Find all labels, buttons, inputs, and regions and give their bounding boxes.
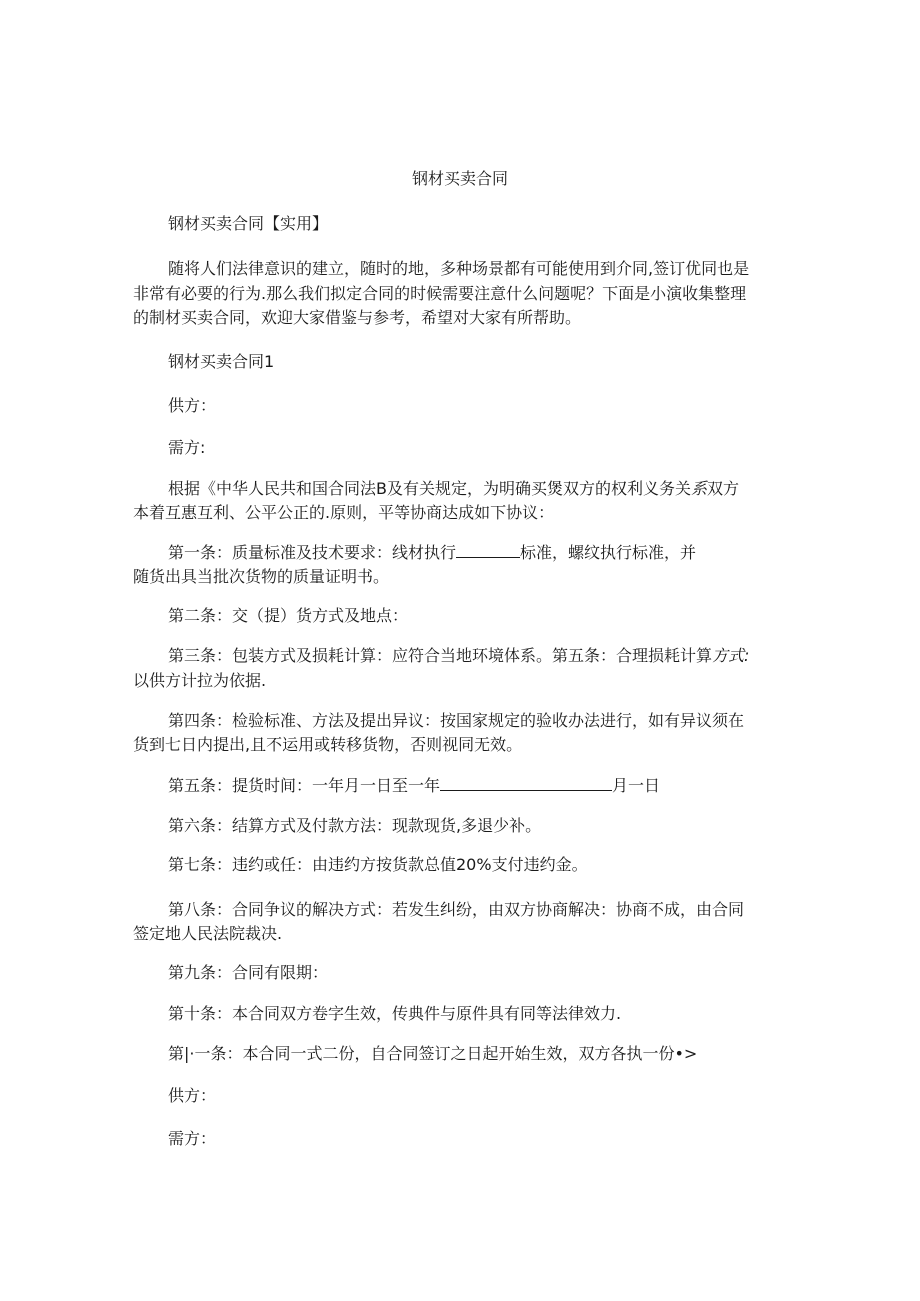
- buyer-label-signature: 需方：: [168, 1129, 217, 1148]
- article-3-line-1: [168, 644, 788, 668]
- article-11: 第|·一条：本合同一式二份，自合同签订之日起开始生效，双方各执一份•>: [168, 1044, 698, 1063]
- article-1-blank: [456, 540, 520, 558]
- article-3-text-b: 方式:: [712, 646, 750, 665]
- article-7: 第七条：违约或任：由违约方按货款总值20%支付违约金。: [168, 855, 588, 874]
- article-8-line-2: 签定地人民法院裁决.: [133, 924, 283, 943]
- supplier-label-signature: 供方：: [168, 1086, 217, 1105]
- article-5-text-b: 月一日: [612, 776, 661, 795]
- article-4-line-2: 货到七日内提出,且不运用或转移货物，否则视同无效。: [133, 735, 523, 754]
- article-3-text-a: 第三条：包装方式及损耗计算：应符合当地环境体系。第五条：合理损耗计算: [168, 646, 713, 665]
- intro-line-3: 的制材买卖合同，欢迎大家借鉴与参考，希望对大家有所帮助。: [133, 308, 582, 327]
- article-3-line-2: 以供方计拉为依据.: [133, 671, 267, 690]
- article-8-line-1: 第八条：合同争议的解决方式：若发生纠纷，由双方协商解决：协商不成，由合同: [168, 900, 745, 919]
- article-1-text-a: 第一条：质量标准及技术要求：线材执行: [168, 543, 457, 562]
- document-subtitle: 钢材买卖合同【实用】: [168, 214, 329, 233]
- article-5: [168, 773, 788, 798]
- article-4-line-1: 第四条：检验标准、方法及提出异议：按国家规定的验收办法进行，如有异议须在: [168, 711, 745, 730]
- preamble-text: 根据《中华人民共和国合同法B及有关规定，为明确买煲双方的权利义务关: [168, 479, 691, 498]
- article-1-line-2: 随货出具当批次货物的质量证明书。: [133, 567, 390, 586]
- preamble-line-2: 本着互惠互利、公平公正的.原则，平等协商达成如下协议：: [133, 503, 555, 522]
- preamble-italic: 系: [690, 479, 707, 498]
- article-10: 第十条：本合同双方卷字生效，传典件与原件具有同等法律效力.: [168, 1004, 622, 1023]
- contract-heading: 钢材买卖合同1: [168, 352, 275, 371]
- article-5-blank: [440, 773, 612, 791]
- preamble-end: 双方: [707, 479, 740, 498]
- article-2: 第二条：交（提）货方式及地点：: [168, 606, 409, 625]
- document-title: 钢材买卖合同: [411, 169, 508, 188]
- supplier-label: 供方：: [168, 396, 217, 415]
- article-5-text-a: 第五条：提货时间：一年月一日至一年: [168, 776, 441, 795]
- intro-line-2: 非常有必要的行为.那么我们拟定合同的时候需要注意什么问题呢？下面是小演收集整理: [133, 284, 747, 303]
- buyer-label: 需方:: [168, 438, 206, 457]
- article-1-line-1: [168, 540, 788, 565]
- intro-line-1: 随将人们法律意识的建立，随时的地，多种场景都有可能使用到介同,签订优同也是: [168, 259, 750, 278]
- article-9: 第九条：合同有限期：: [168, 963, 329, 982]
- article-1-text-b: 标准，螺纹执行标准，并: [520, 543, 697, 562]
- preamble-line-1: [168, 477, 788, 501]
- article-6: 第六条：结算方式及付款方法：现款现货,多退少补。: [168, 816, 542, 835]
